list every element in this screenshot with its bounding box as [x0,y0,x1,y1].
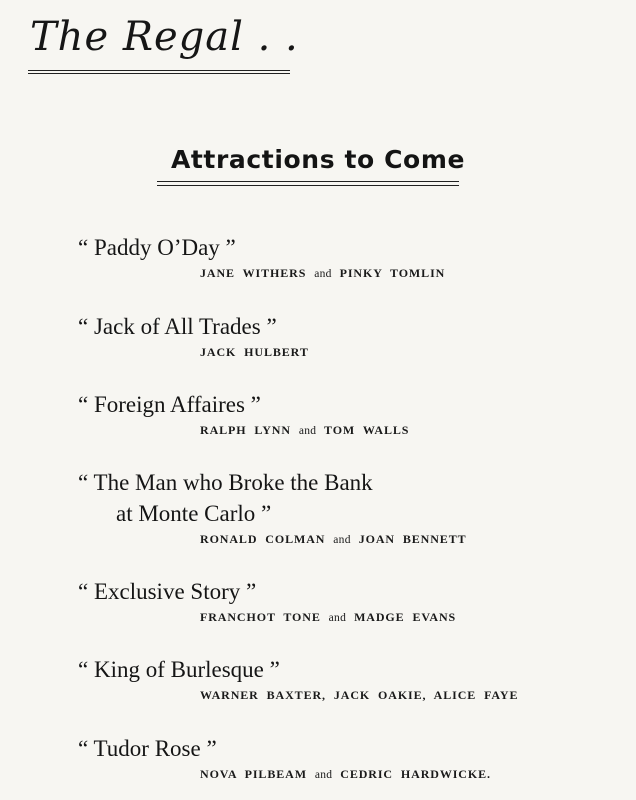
film-item [78,733,618,782]
heading-double-rule [157,181,459,186]
film-title: “ Foreign Affaires ” [78,392,261,417]
film-title: “ Paddy O’Day ” [78,235,236,260]
film-cast: RONALD COLMAN and JOAN BENNETT [200,532,467,546]
film-title: “ King of Burlesque ” [78,657,280,682]
film-item [78,654,618,703]
film-title: “ Jack of All Trades ” [78,314,277,339]
film-title: “ Tudor Rose ” [78,736,217,761]
film-cast: NOVA PILBEAM and CEDRIC HARDWICKE. [200,767,491,781]
film-title: “ The Man who Broke the Bank at Monte Carlo ” [78,470,373,526]
cast-conjunction: and [314,268,332,280]
film-cast: WARNER BAXTER, JACK OAKIE, ALICE FAYE [200,688,519,702]
cast-conjunction: and [298,425,317,437]
film-item [78,576,618,625]
film-item [78,389,618,438]
cast-conjunction: and [333,534,351,546]
film-item [78,311,618,360]
film-item [78,232,618,281]
film-cast: JANE WITHERS and PINKY TOMLIN [200,266,446,280]
film-cast: JACK HULBERT [200,345,309,359]
film-cast: RALPH LYNN and TOM WALLS [200,423,410,437]
cast-conjunction: and [314,769,333,781]
film-cast: FRANCHOT TONE and MADGE EVANS [200,610,457,624]
section-heading: Attractions to Come [170,145,466,174]
film-item [78,467,618,547]
masthead-double-rule [28,70,290,74]
film-title: “ Exclusive Story ” [78,579,257,604]
cast-conjunction: and [328,612,347,624]
masthead-title: The Regal . . [30,14,299,60]
